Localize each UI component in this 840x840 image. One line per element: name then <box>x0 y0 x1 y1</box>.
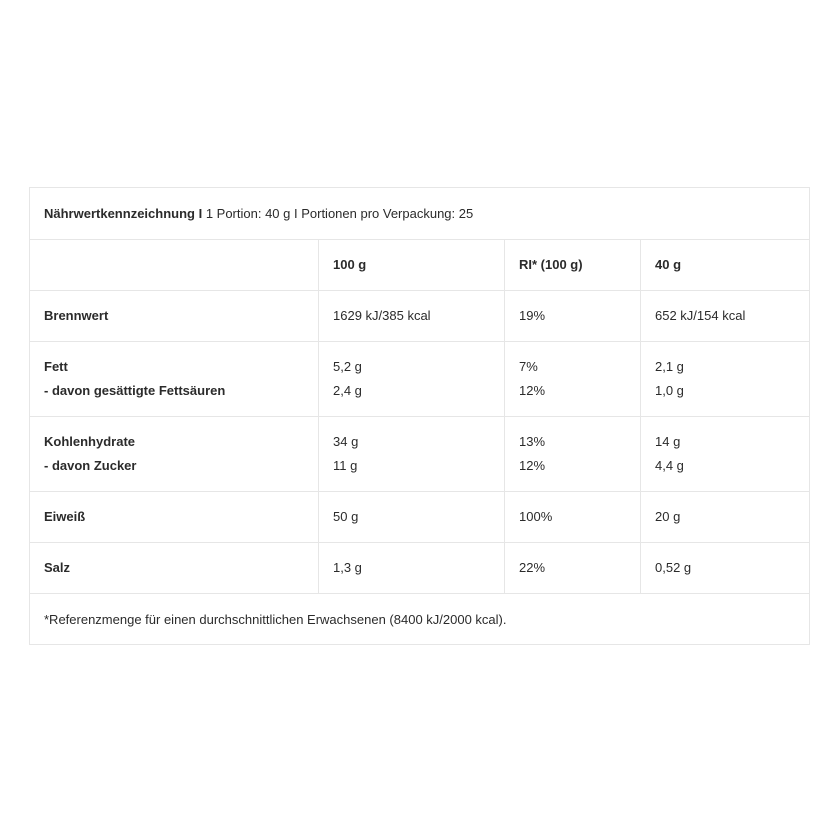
nutrition-grid <box>30 240 809 594</box>
value-ri: 22% <box>505 543 641 594</box>
value-per-100g: 50 g <box>319 492 505 543</box>
header-cell-nutrient <box>30 240 319 291</box>
footnote <box>30 594 809 644</box>
value-per-portion: 0,52 g <box>641 543 809 594</box>
value-per-100g: 34 g 11 g <box>319 417 505 492</box>
row-label: Salz <box>30 543 319 594</box>
row-label: Fett - davon gesättigte Fettsäuren <box>30 342 319 417</box>
table-title-bold: Nährwertkennzeichnung I <box>44 206 203 221</box>
nutrition-table <box>29 187 810 645</box>
table-title-rest: 1 Portion: 40 g I Portionen pro Verpackung: 25 <box>202 206 474 221</box>
value-ri: 13% 12% <box>505 417 641 492</box>
row-label: Brennwert <box>30 291 319 342</box>
row-label: Kohlenhydrate - davon Zucker <box>30 417 319 492</box>
value-per-portion: 2,1 g 1,0 g <box>641 342 809 417</box>
row-label: Eiweiß <box>30 492 319 543</box>
value-per-portion: 652 kJ/154 kcal <box>641 291 809 342</box>
value-ri: 19% <box>505 291 641 342</box>
header-cell-per-100g: 100 g <box>319 240 505 291</box>
value-ri: 100% <box>505 492 641 543</box>
header-cell-per-portion: 40 g <box>641 240 809 291</box>
value-ri: 7% 12% <box>505 342 641 417</box>
value-per-portion: 20 g <box>641 492 809 543</box>
value-per-100g: 1629 kJ/385 kcal <box>319 291 505 342</box>
header-cell-ri: RI* (100 g) <box>505 240 641 291</box>
value-per-100g: 1,3 g <box>319 543 505 594</box>
value-per-portion: 14 g 4,4 g <box>641 417 809 492</box>
footnote-text: *Referenzmenge für einen durchschnittlichen Erwachsenen (8400 kJ/2000 kcal). <box>44 611 507 627</box>
table-title <box>30 188 809 240</box>
value-per-100g: 5,2 g 2,4 g <box>319 342 505 417</box>
